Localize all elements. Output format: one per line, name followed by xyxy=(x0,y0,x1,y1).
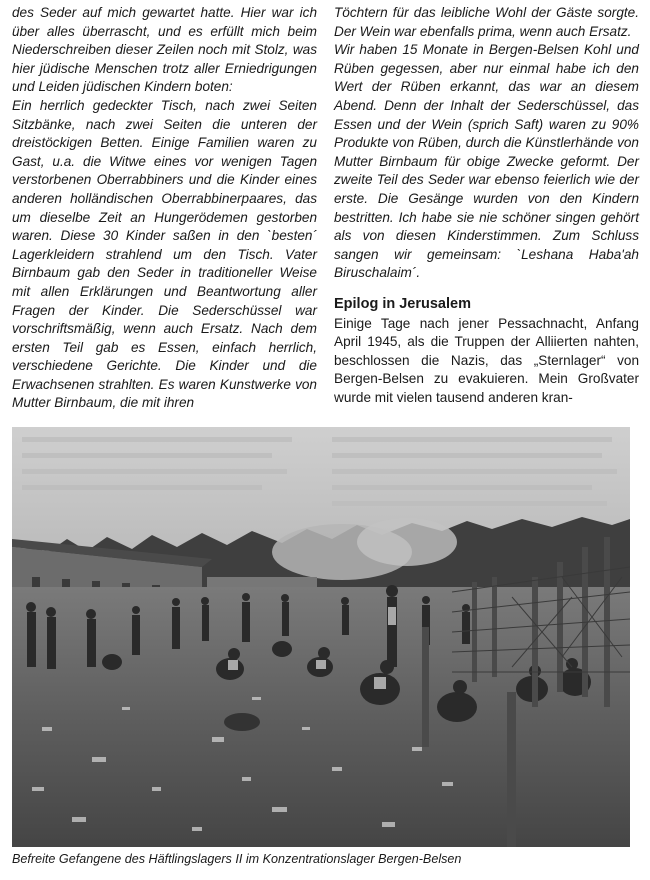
paragraph: Einige Tage nach jener Pessachnacht, Anfang April 1945, als die Truppen der Alliierten nahten, beschlossen die Nazis, das „Sternlager“ von Bergen-Belsen zu evakuieren. Mein Großvater wurde mit vielen tausend anderen kran- xyxy=(334,315,639,405)
historical-photograph xyxy=(12,427,630,847)
paragraph: Wir haben 15 Monate in Bergen-Belsen Kohl und Rüben gegessen, aber nur einmal habe ich den Wert der Rüben erkannt, das war an diesem Abend. Denn der Inhalt der Sederschüssel, das Essen und der Wein (sprich Saft) waren zu 90% Produkte von Rüben, durch die Künstlerhände von Mutter Birnbaum für obige Zwecke geformt. Der zweite Teil des Seder war ebenso feierlich wie der erste. Die Gesänge wurden von den Kindern bestritten. Ich habe sie nie schöner singen gehört als von diesen Kinderstimmen. Zum Schluss sangen wir gemeinsam: `Leshana Haba'ah Biruschalaim´. xyxy=(334,42,639,281)
paragraph: des Seder auf mich gewartet hatte. Hier war ich über alles überrascht, und es erfüllt mich beim Niederschreiben dieser Zeilen noch mit Stolz, was hier jüdische Menschen trotz aller Erniedrigungen und Leiden jüdischen Kindern boten: xyxy=(12,5,317,95)
paragraph: Töchtern für das leibliche Wohl der Gäste sorgte. Der Wein war ebenfalls prima, wenn auch Ersatz. xyxy=(334,5,639,39)
left-column xyxy=(12,4,317,413)
section-heading: Epilog in Jerusalem xyxy=(334,295,471,312)
paragraph: Ein herrlich gedeckter Tisch, nach zwei Seiten Sitzbänke, nach zwei Seiten die unteren der dreistöckigen Betten. Einige Familien waren zu Gast, u.a. die Witwe eines vor wenigen Tagen verstorbenen Oberrabbiners und die Kinder eines anderen holländischen Oberrabbinerpaares, das um dieselbe Zeit an Hungerödemen gestorben waren. Diese 30 Kinder saßen in den `besten´ Lagerkleidern strahlend um den Tisch. Vater Birnbaum gab den Seder in traditioneller Weise mit allen Erklärungen und Beantwortung aller Fragen der Kinder. Die Sederschüssel war vorschriftsmäßig, wenn auch Ersatz. Nach dem ersten Teil gab es Essen, einfach herrlich, verschiedene Gerichte. Die Kinder und die Erwachsenen strahlten. Es waren Kunstwerke von Mutter Birnbaum, die mit ihren xyxy=(12,97,317,411)
right-column xyxy=(334,4,639,407)
figure-caption: Befreite Gefangene des Häftlingslagers II im Konzentrationslager Bergen-Belsen xyxy=(12,852,462,866)
